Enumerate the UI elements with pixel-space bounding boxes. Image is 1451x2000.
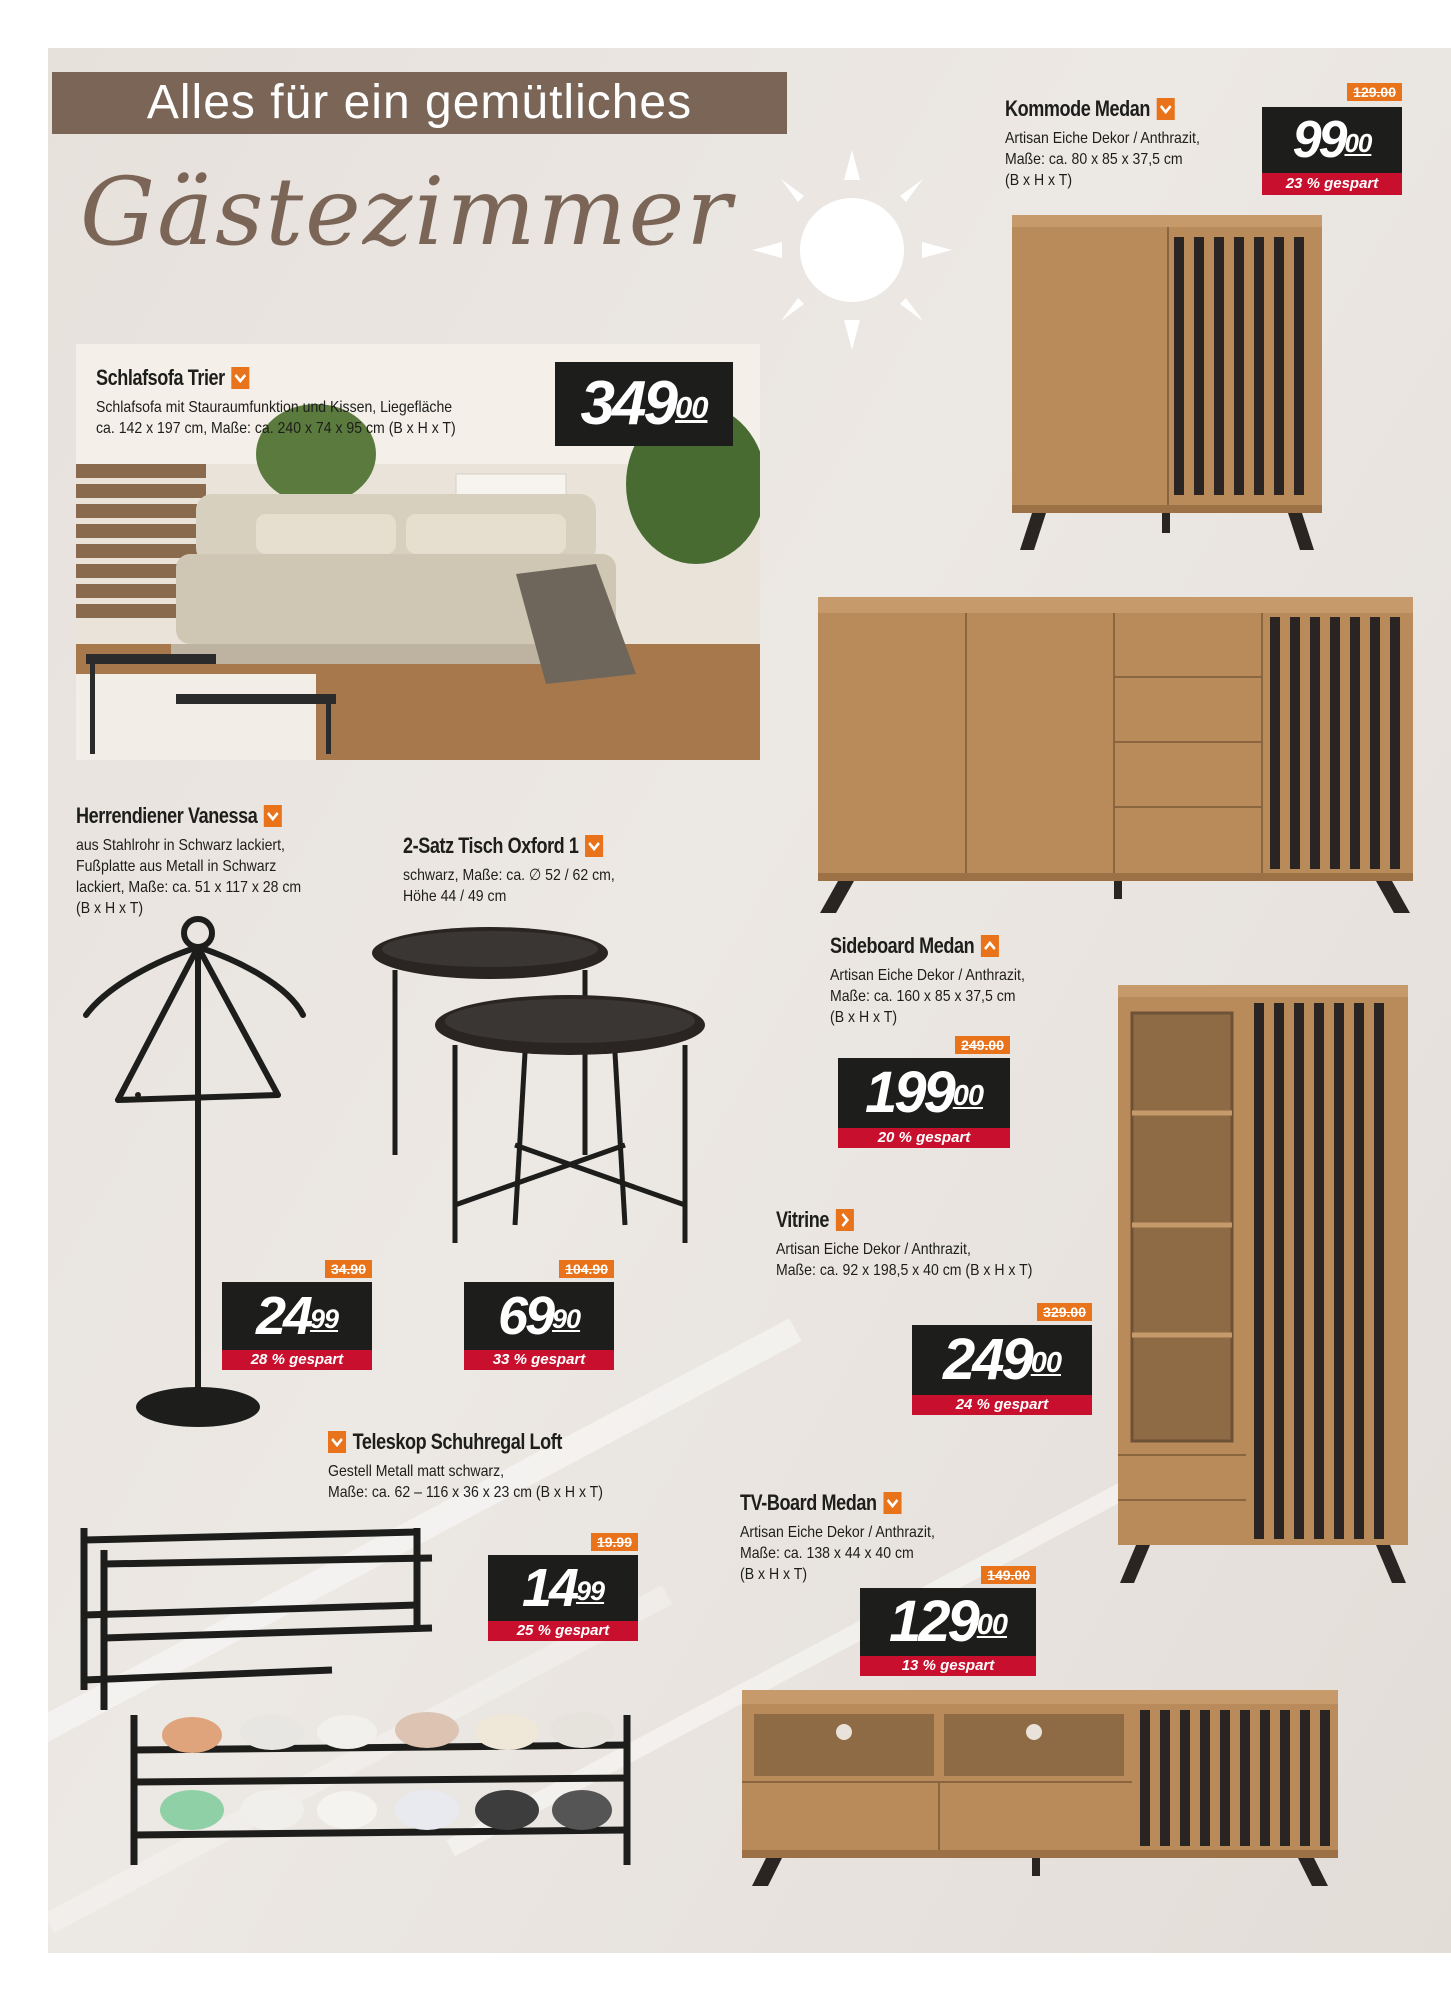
price-cents: 00 <box>1344 128 1372 159</box>
product-title-text: Schlafsofa Trier <box>96 365 225 390</box>
price-box <box>488 1555 638 1621</box>
chevron-down-icon[interactable] <box>328 1431 346 1453</box>
product-title <box>76 803 286 829</box>
desc-line: schwarz, Maße: ca. ∅ 52 / 62 cm, <box>403 867 615 884</box>
product-description <box>403 865 618 907</box>
old-price: 149.00 <box>981 1566 1036 1584</box>
desc-line: lackiert, Maße: ca. 51 x 117 x 28 cm <box>76 879 302 896</box>
chevron-down-icon[interactable] <box>264 805 282 827</box>
product-description <box>1005 128 1200 191</box>
product-title <box>740 1490 922 1516</box>
tvboard-image <box>742 1690 1342 1890</box>
price-main: 199 <box>864 1060 953 1125</box>
desc-line: Maße: ca. 160 x 85 x 37,5 cm <box>830 988 1016 1005</box>
product-description <box>96 397 456 439</box>
old-price: 129.00 <box>1347 83 1402 101</box>
product-title <box>403 833 603 859</box>
price-main: 249 <box>942 1327 1031 1392</box>
desc-line: Fußplatte aus Metall in Schwarz <box>76 858 277 875</box>
desc-line: (B x H x T) <box>1005 172 1073 189</box>
product-title-text: Herrendiener Vanessa <box>76 803 258 828</box>
desc-line: Artisan Eiche Dekor / Anthrazit, <box>830 967 1025 984</box>
product-vitrine[interactable] <box>776 1207 1067 1281</box>
desc-line: Maße: ca. 138 x 44 x 40 cm <box>740 1545 914 1562</box>
price-box <box>464 1282 614 1350</box>
price-cents: 00 <box>976 1609 1008 1642</box>
desc-line: (B x H x T) <box>740 1566 808 1583</box>
product-title <box>96 365 431 391</box>
price-tag-kommode <box>1262 83 1402 198</box>
price-main: 129 <box>888 1589 977 1654</box>
desc-line: aus Stahlrohr in Schwarz lackiert, <box>76 837 285 854</box>
product-title-text: Teleskop Schuhregal Loft <box>352 1429 562 1454</box>
price-main: 99 <box>1292 111 1345 169</box>
old-price: 34.90 <box>325 1260 372 1278</box>
old-price: 104.90 <box>559 1260 614 1278</box>
saving-badge: 33 % gespart <box>464 1350 614 1370</box>
old-price: 19.99 <box>591 1533 638 1551</box>
herrendiener-image <box>78 915 318 1455</box>
price-box <box>912 1325 1092 1395</box>
price-main: 69 <box>497 1286 553 1346</box>
chevron-right-icon[interactable] <box>836 1209 854 1231</box>
price-cents: 00 <box>952 1080 984 1113</box>
price-cents: 00 <box>1030 1347 1062 1380</box>
price-tag-herrendiener <box>222 1260 372 1372</box>
chevron-down-icon[interactable] <box>1157 98 1175 120</box>
chevron-down-icon[interactable] <box>585 835 603 857</box>
product-sideboard[interactable] <box>830 933 1051 1028</box>
sideboard-image <box>818 597 1418 917</box>
product-description <box>76 835 301 919</box>
price-cents: 99 <box>576 1576 605 1607</box>
product-schuhregal[interactable] <box>328 1429 640 1503</box>
sun-icon <box>752 150 952 355</box>
price-tag-schuhregal <box>488 1533 638 1643</box>
price-cents: 99 <box>310 1304 339 1335</box>
desc-line: Artisan Eiche Dekor / Anthrazit, <box>776 1241 971 1258</box>
product-title-text: Kommode Medan <box>1005 96 1151 121</box>
price-main: 14 <box>521 1558 577 1618</box>
price-cents: 90 <box>552 1304 581 1335</box>
price-main: 349 <box>580 369 675 438</box>
desc-line: ca. 142 x 197 cm, Maße: ca. 240 x 74 x 95 cm (B x H x T) <box>96 420 456 437</box>
price-tag-sofa <box>555 362 733 446</box>
desc-line: Schlafsofa mit Stauraumfunktion und Kissen, Liegefläche <box>96 399 453 416</box>
desc-line: Höhe 44 / 49 cm <box>403 888 507 905</box>
chevron-down-icon[interactable] <box>883 1492 901 1514</box>
desc-line: Maße: ca. 62 – 116 x 36 x 23 cm (B x H x T) <box>328 1484 603 1501</box>
product-title-text: Vitrine <box>776 1207 829 1232</box>
product-sofa[interactable] <box>96 365 505 439</box>
kommode-image <box>1012 215 1337 555</box>
vitrine-image <box>1118 985 1408 1585</box>
product-description <box>328 1461 603 1503</box>
desc-line: (B x H x T) <box>830 1009 898 1026</box>
price-box <box>222 1282 372 1350</box>
desc-line: (B x H x T) <box>76 900 144 917</box>
product-title-text: Sideboard Medan <box>830 933 975 958</box>
header-line1: Alles für ein gemütliches <box>146 76 693 129</box>
saving-badge: 20 % gespart <box>838 1128 1010 1148</box>
price-box <box>555 362 733 446</box>
price-tag-vitrine <box>912 1303 1092 1416</box>
product-description <box>776 1239 1032 1281</box>
product-title-text: 2-Satz Tisch Oxford 1 <box>403 833 579 858</box>
price-main: 24 <box>255 1286 311 1346</box>
header-script-title: Gästezimmer <box>80 158 734 267</box>
price-tag-tvboard <box>860 1566 1036 1676</box>
product-description <box>830 965 1025 1028</box>
product-tisch[interactable] <box>403 833 647 907</box>
old-price: 249.00 <box>955 1036 1010 1054</box>
price-cents: 00 <box>674 389 708 425</box>
desc-line: Maße: ca. 80 x 85 x 37,5 cm <box>1005 151 1183 168</box>
product-kommode[interactable] <box>1005 96 1226 191</box>
chevron-down-icon[interactable] <box>231 367 249 389</box>
price-box <box>838 1058 1010 1128</box>
product-herrendiener[interactable] <box>76 803 332 919</box>
desc-line: Artisan Eiche Dekor / Anthrazit, <box>1005 130 1200 147</box>
saving-badge: 13 % gespart <box>860 1656 1036 1676</box>
product-title <box>1005 96 1187 122</box>
price-box <box>860 1588 1036 1656</box>
price-tag-sideboard <box>838 1036 1010 1150</box>
saving-badge: 24 % gespart <box>912 1395 1092 1415</box>
desc-line: Artisan Eiche Dekor / Anthrazit, <box>740 1524 935 1541</box>
tisch-image <box>365 925 735 1265</box>
product-title <box>328 1429 584 1455</box>
saving-badge: 28 % gespart <box>222 1350 372 1370</box>
desc-line: Maße: ca. 92 x 198,5 x 40 cm (B x H x T) <box>776 1262 1033 1279</box>
old-price: 329.00 <box>1037 1303 1092 1321</box>
saving-badge: 23 % gespart <box>1262 173 1402 195</box>
product-title <box>830 933 1012 959</box>
product-title-text: TV-Board Medan <box>740 1490 877 1515</box>
saving-badge: 25 % gespart <box>488 1621 638 1641</box>
product-title <box>776 1207 1015 1233</box>
price-tag-tisch <box>464 1260 614 1372</box>
price-box <box>1262 107 1402 173</box>
desc-line: Gestell Metall matt schwarz, <box>328 1463 505 1480</box>
chevron-up-icon[interactable] <box>981 935 999 957</box>
